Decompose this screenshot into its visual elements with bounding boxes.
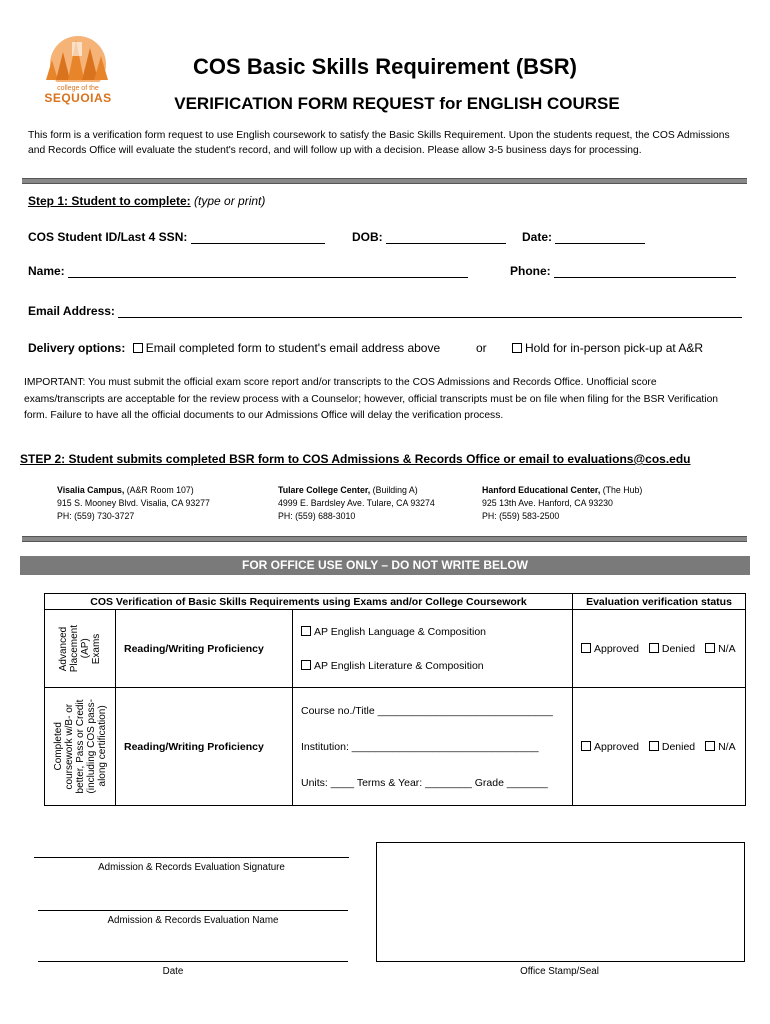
stamp-caption: Office Stamp/Seal bbox=[520, 966, 599, 977]
step1-heading bbox=[28, 194, 265, 208]
campus-room: (The Hub) bbox=[600, 485, 643, 495]
important-notice: IMPORTANT: You must submit the official exam score report and/or transcripts to the COS Admissions and Records Office. Unofficial score exams/transcripts are acceptable for the review process with a Counselor; however, official transcripts must be on file when filing for the BSR Verification form. Failure to have all the official documents to our Admissions Office will delay the verification process. bbox=[24, 377, 719, 421]
coursework-status bbox=[573, 688, 746, 806]
divider-bar bbox=[22, 536, 747, 542]
ap-lang-text: AP English Language & Composition bbox=[314, 625, 487, 638]
phone-field[interactable] bbox=[510, 264, 736, 278]
step2-text: STEP 2: Student submits completed BSR form to COS Admissions & Records Office or email to evaluations@cos.edu bbox=[20, 452, 691, 466]
cw-denied-checkbox[interactable] bbox=[649, 741, 659, 751]
ap-exam-options bbox=[293, 610, 573, 688]
dob-label: DOB: bbox=[352, 230, 383, 244]
name-field[interactable] bbox=[28, 264, 468, 278]
name-sign-line[interactable] bbox=[38, 910, 348, 911]
label-line: (AP) bbox=[80, 638, 91, 659]
coursework-row-label bbox=[45, 688, 116, 806]
campus-hanford bbox=[482, 484, 642, 523]
label-line: Completed bbox=[52, 722, 64, 771]
delivery-pickup-text: Hold for in-person pick-up at A&R bbox=[525, 341, 704, 355]
ap-na-checkbox[interactable] bbox=[705, 643, 715, 653]
email-field[interactable] bbox=[28, 304, 742, 318]
phone-label: Phone: bbox=[510, 264, 551, 278]
delivery-or: or bbox=[476, 341, 487, 355]
date-caption: Date bbox=[162, 966, 184, 977]
delivery-options bbox=[28, 341, 440, 355]
label-line: coursework w/B- or bbox=[63, 703, 75, 790]
step1-title: Step 1: Student to complete: bbox=[28, 194, 191, 208]
campus-name: Visalia Campus, bbox=[57, 485, 125, 495]
phone-line[interactable] bbox=[554, 277, 736, 278]
ap-row-label bbox=[45, 610, 116, 688]
ap-lang-checkbox[interactable] bbox=[301, 626, 311, 636]
coursework-label-text bbox=[53, 699, 108, 793]
institution-field[interactable]: Institution: ________________________________ bbox=[301, 740, 539, 753]
table-header: COS Verification of Basic Skills Requirements using Exams and/or College Coursework bbox=[45, 594, 573, 610]
ap-denied-checkbox[interactable] bbox=[649, 643, 659, 653]
email-label: Email Address: bbox=[28, 304, 115, 318]
date-line[interactable] bbox=[555, 243, 645, 244]
status-header: Evaluation verification status bbox=[573, 594, 746, 610]
dob-line[interactable] bbox=[386, 243, 506, 244]
campus-address: 925 13th Ave. Hanford, CA 93230 bbox=[482, 498, 613, 508]
label-line: (including COS pass- bbox=[85, 699, 97, 794]
student-id-line[interactable] bbox=[191, 243, 325, 244]
ap-lit-checkbox[interactable] bbox=[301, 660, 311, 670]
delivery-email-text: Email completed form to student's email address above bbox=[145, 341, 441, 355]
date-label: Date: bbox=[522, 230, 553, 244]
student-id-label: COS Student ID/Last 4 SSN: bbox=[28, 230, 188, 244]
campus-tulare bbox=[278, 484, 435, 523]
campus-room: (A&R Room 107) bbox=[124, 485, 194, 495]
campus-visalia bbox=[57, 484, 210, 523]
campus-phone: PH: (559) 688-3010 bbox=[278, 511, 356, 521]
label-line: Placement bbox=[69, 624, 80, 673]
approved-text: Approved bbox=[594, 642, 639, 655]
coursework-details bbox=[293, 688, 573, 806]
campus-name: Tulare College Center, bbox=[278, 485, 371, 495]
verification-table bbox=[44, 593, 746, 806]
ap-lit-text: AP English Literature & Composition bbox=[314, 659, 484, 672]
units-field[interactable]: Units: ____ Terms & Year: ________ Grade _______ bbox=[301, 776, 548, 789]
ap-label-text bbox=[58, 625, 102, 672]
na-text: N/A bbox=[718, 740, 736, 753]
pickup-checkbox[interactable] bbox=[512, 343, 522, 353]
student-id-field[interactable] bbox=[28, 230, 325, 244]
campus-room: (Building A) bbox=[370, 485, 418, 495]
divider-bar bbox=[22, 178, 747, 184]
approved-text: Approved bbox=[594, 740, 639, 753]
delivery-pickup bbox=[512, 341, 703, 355]
campus-phone: PH: (559) 730-3727 bbox=[57, 511, 135, 521]
name-caption: Admission & Records Evaluation Name bbox=[107, 915, 279, 926]
campus-phone: PH: (559) 583-2500 bbox=[482, 511, 560, 521]
label-line: better, Pass or Credit bbox=[74, 699, 86, 794]
logo-text-large: SEQUOIAS bbox=[44, 91, 112, 105]
denied-text: Denied bbox=[661, 642, 696, 655]
date-sign-line[interactable] bbox=[38, 961, 348, 962]
denied-text: Denied bbox=[661, 740, 696, 753]
logo-text-small: college of the bbox=[57, 85, 99, 92]
date-field[interactable] bbox=[522, 230, 645, 244]
ap-status bbox=[573, 610, 746, 688]
campus-address: 915 S. Mooney Blvd. Visalia, CA 93277 bbox=[57, 498, 210, 508]
email-checkbox[interactable] bbox=[133, 343, 143, 353]
step1-note: (type or print) bbox=[190, 194, 266, 208]
label-line: Exams bbox=[91, 633, 102, 664]
ap-approved-checkbox[interactable] bbox=[581, 643, 591, 653]
coursework-proficiency: Reading/Writing Proficiency bbox=[116, 688, 293, 806]
course-field[interactable]: Course no./Title ______________________________ bbox=[301, 704, 553, 717]
na-text: N/A bbox=[718, 642, 736, 655]
email-line[interactable] bbox=[118, 317, 742, 318]
campus-name: Hanford Educational Center, bbox=[482, 485, 601, 495]
signature-caption: Admission & Records Evaluation Signature bbox=[98, 862, 285, 873]
office-use-banner: FOR OFFICE USE ONLY – DO NOT WRITE BELOW bbox=[20, 556, 750, 575]
label-line: along certification) bbox=[96, 705, 108, 788]
form-title: COS Basic Skills Requirement (BSR) bbox=[193, 54, 577, 79]
name-label: Name: bbox=[28, 264, 65, 278]
campus-address: 4999 E. Bardsley Ave. Tulare, CA 93274 bbox=[278, 498, 435, 508]
office-stamp-box bbox=[376, 842, 745, 962]
intro-text: This form is a verification form request to use English coursework to satisfy the Basic Skills Requirement. Upon the students request, the COS Admissions and Records Office will evaluate the student's record, and will follow up with a decision. Please allow 3-5 business days for processing. bbox=[28, 130, 730, 156]
label-line: Advanced bbox=[58, 626, 69, 671]
cw-na-checkbox[interactable] bbox=[705, 741, 715, 751]
cw-approved-checkbox[interactable] bbox=[581, 741, 591, 751]
name-line[interactable] bbox=[68, 277, 468, 278]
step2-heading bbox=[20, 452, 691, 466]
dob-field[interactable] bbox=[352, 230, 506, 244]
delivery-label: Delivery options: bbox=[28, 341, 126, 355]
ap-proficiency: Reading/Writing Proficiency bbox=[116, 610, 293, 688]
form-subtitle: VERIFICATION FORM REQUEST for ENGLISH COURSE bbox=[174, 94, 620, 113]
signature-line[interactable] bbox=[34, 857, 349, 858]
